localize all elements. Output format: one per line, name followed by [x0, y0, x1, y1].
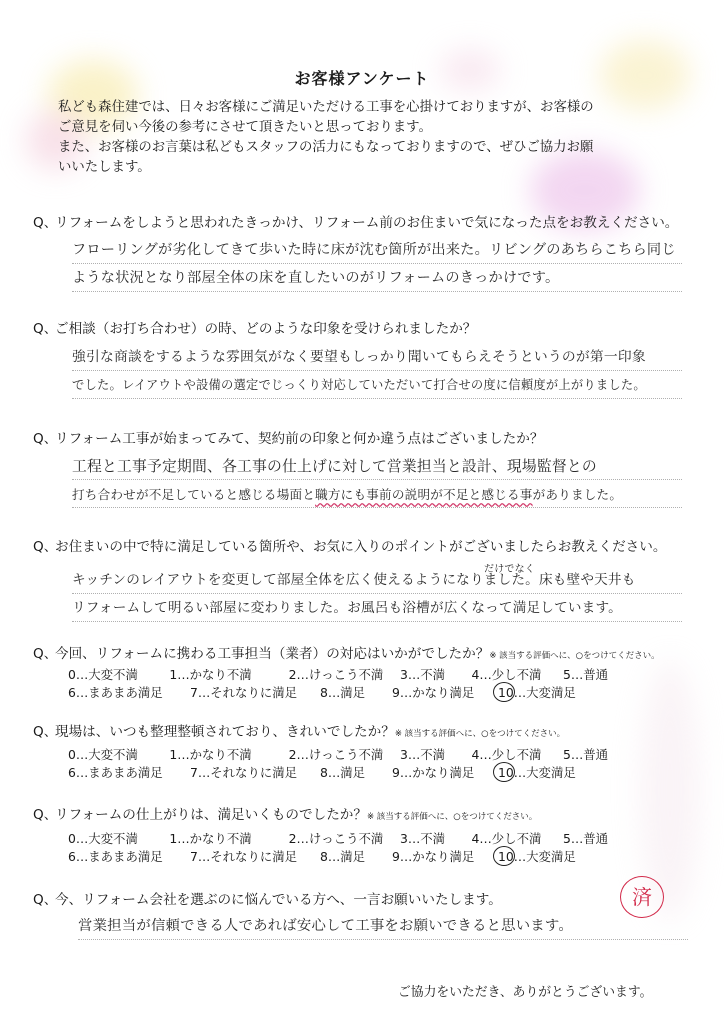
rating-row [68, 666, 608, 684]
q-prefix: Q、 [33, 807, 58, 823]
rating-number: 4 [471, 747, 480, 762]
rating-row [68, 830, 608, 848]
rating-number: 6 [68, 685, 76, 700]
rating-row [68, 848, 608, 866]
rating-option [472, 666, 563, 684]
rating-label: …まあまあ満足 [75, 849, 163, 864]
rating-number: 2 [288, 667, 297, 682]
q-prefix: Q、 [33, 215, 58, 231]
rating-label: …けっこう不満 [296, 667, 384, 682]
rating-number: 9 [392, 685, 400, 700]
question-3 [33, 430, 693, 448]
rating-number: 0 [68, 831, 76, 846]
rating-option [68, 746, 169, 764]
question-note: ※ 該当する評価へに、○をつけてください。 [489, 651, 660, 661]
rating-option [472, 830, 563, 848]
rating-label: …まあまあ満足 [75, 685, 163, 700]
question-text: 今回、リフォームに携わる工事担当（業者）の対応はいかがでしたか？ [55, 646, 490, 662]
rating-option [498, 764, 576, 782]
answer-line: キッチンのレイアウトを変更して部屋全体を広く使えるようになりました。床も壁や天井も [72, 566, 682, 594]
rating-label: …満足 [327, 685, 366, 700]
answer-text: がありました。 [532, 487, 623, 502]
rating-number: 9 [392, 849, 400, 864]
rating-option [289, 830, 400, 848]
rating-label: …けっこう不満 [296, 747, 384, 762]
answer-4 [72, 566, 682, 622]
rating-number: 8 [320, 685, 328, 700]
rating-row [68, 746, 608, 764]
footer-thanks: ご協力をいただき、ありがとうございます。 [398, 985, 653, 1000]
rating-option [392, 684, 498, 702]
rating-option [169, 830, 288, 848]
question-text: 今、リフォーム会社を選ぶのに悩んでいる方へ、一言お願いいたします。 [55, 892, 502, 908]
q-prefix: Q、 [33, 892, 58, 908]
rating-option [169, 666, 288, 684]
rating-number: 3 [399, 747, 408, 762]
answer-3 [72, 452, 682, 508]
rating-option [68, 684, 190, 702]
rating-label: …大変不満 [75, 667, 138, 682]
question-6 [33, 723, 693, 743]
rating-number: 6 [68, 849, 76, 864]
rating-option [400, 666, 472, 684]
answer-line: 強引な商談をするような雰囲気がなく要望もしっかり聞いてもらえそうというのが第一印象 [72, 343, 682, 371]
rating-label: …満足 [327, 849, 366, 864]
rating-option [400, 830, 472, 848]
rating-label: …普通 [570, 831, 609, 846]
checked-stamp: 済 [620, 876, 664, 918]
answer-line: 工程と工事予定期間、各工事の仕上げに対して営業担当と設計、現場監督との [72, 452, 682, 480]
answer-line: でした。レイアウトや設備の選定でじっくり対応していただいて打合せの度に信頼度が上がりました。 [72, 371, 682, 399]
rating-number: 3 [399, 831, 408, 846]
rating-number: 0 [68, 747, 76, 762]
rating-option [563, 830, 608, 848]
rating-option [289, 746, 400, 764]
rating-number: 8 [320, 849, 328, 864]
answer-1 [72, 236, 682, 292]
answer-line: リフォームして明るい部屋に変わりました。お風呂も浴槽が広くなって満足しています。 [72, 594, 682, 622]
answer-line: ような状況となり部屋全体の床を直したいのがリフォームのきっかけです。 [72, 264, 682, 292]
rating-option [320, 684, 392, 702]
question-text: ご相談（お打ち合わせ）の時、どのような印象を受けられましたか？ [55, 321, 477, 337]
intro-text: 私ども森住建では、日々お客様にご満足いただける工事を心掛けておりますが、お客様の ご意見を伺い今後の参考にさせて頂きたいと思っております。 また、お客様のお言葉は私どもスタッフの活力にもなっておりますので、ぜひご協力お願 いいたします。 [58, 100, 594, 175]
question-7 [33, 806, 693, 826]
question-note: ※ 該当する評価へに、○をつけてください。 [394, 729, 566, 739]
rating-label: …かなり満足 [399, 849, 475, 864]
question-text: リフォーム工事が始まってみて、契約前の印象と何か違う点はございましたか？ [55, 431, 544, 447]
rating-number: 1 [169, 831, 178, 846]
rating-option [68, 830, 169, 848]
question-2 [33, 320, 693, 338]
question-1 [33, 214, 693, 232]
rating-number: 10 [498, 685, 514, 700]
rating-scale-1 [68, 666, 608, 702]
rating-label: …それなりに満足 [197, 765, 298, 780]
rating-number: 10 [498, 849, 514, 864]
rating-row [68, 764, 608, 782]
rating-label: …少し不満 [479, 747, 542, 762]
answer-text: 打ち合わせが不足していると感じる場面と [72, 487, 316, 502]
rating-number: 7 [190, 765, 198, 780]
rating-option [169, 746, 288, 764]
rating-option [563, 666, 608, 684]
rating-label: …大変満足 [513, 849, 576, 864]
answer-8 [78, 912, 688, 940]
rating-label: …けっこう不満 [296, 831, 384, 846]
rating-label: …かなり満足 [399, 685, 475, 700]
q-prefix: Q、 [33, 431, 58, 447]
rating-label: …それなりに満足 [197, 849, 298, 864]
rating-number: 1 [169, 667, 178, 682]
q-prefix: Q、 [33, 539, 58, 555]
rating-option [190, 848, 320, 866]
rating-label: …不満 [407, 667, 446, 682]
rating-number: 3 [399, 667, 408, 682]
rating-label: …まあまあ満足 [75, 765, 163, 780]
rating-number: 9 [392, 765, 400, 780]
answer-line [72, 480, 682, 508]
rating-number: 10 [498, 765, 514, 780]
rating-scale-2 [68, 746, 608, 782]
rating-label: …大変不満 [75, 747, 138, 762]
rating-option [68, 666, 169, 684]
rating-option [190, 764, 320, 782]
rating-label: …普通 [570, 747, 609, 762]
question-4 [33, 538, 693, 556]
rating-number: 7 [190, 685, 198, 700]
rating-number: 6 [68, 765, 76, 780]
rating-option [68, 764, 190, 782]
rating-label: …かなり不満 [177, 747, 252, 762]
rating-number: 2 [288, 831, 297, 846]
rating-option [190, 684, 320, 702]
rating-label: …不満 [407, 747, 446, 762]
rating-option [289, 666, 400, 684]
rating-option [498, 684, 576, 702]
rating-label: …普通 [570, 667, 609, 682]
rating-option [392, 848, 498, 866]
q-prefix: Q、 [33, 321, 58, 337]
question-note: ※ 該当する評価へに、○をつけてください。 [366, 812, 538, 822]
question-8 [33, 891, 693, 909]
rating-label: …大変不満 [75, 831, 138, 846]
q-prefix: Q、 [33, 646, 58, 662]
rating-option [498, 848, 576, 866]
question-text: リフォームをしようと思われたきっかけ、リフォーム前のお住まいで気になった点をお教えください。 [55, 215, 679, 231]
rating-label: …少し不満 [479, 667, 542, 682]
rating-label: …かなり満足 [399, 765, 475, 780]
rating-scale-3 [68, 830, 608, 866]
rating-label: …満足 [327, 765, 366, 780]
rating-label: …大変満足 [513, 685, 576, 700]
rating-label: …不満 [407, 831, 446, 846]
rating-number: 7 [190, 849, 198, 864]
rating-option [320, 764, 392, 782]
rating-option [68, 848, 190, 866]
rating-option [563, 746, 608, 764]
rating-label: …かなり不満 [177, 667, 252, 682]
answer-line: 営業担当が信頼できる人であれば安心して工事をお願いできると思います。 [78, 912, 688, 940]
question-text: リフォームの仕上がりは、満足いくものでしたか？ [55, 807, 367, 823]
page-title: お客様アンケート [294, 69, 430, 88]
rating-option [320, 848, 392, 866]
rating-label: …少し不満 [479, 831, 542, 846]
rating-number: 5 [562, 667, 571, 682]
answer-line: フローリングが劣化してきて歩いた時に床が沈む箇所が出来た。リビングのあちらこちら同じ [72, 236, 682, 264]
rating-label: …かなり不満 [177, 831, 252, 846]
answer-2 [72, 343, 682, 399]
rating-number: 5 [562, 747, 571, 762]
question-5 [33, 645, 693, 665]
rating-number: 4 [471, 831, 480, 846]
rating-label: …大変満足 [513, 765, 576, 780]
rating-option [400, 746, 472, 764]
rating-number: 2 [288, 747, 297, 762]
rating-number: 8 [320, 765, 328, 780]
inserted-note: だけでなく [484, 564, 535, 575]
rating-option [392, 764, 498, 782]
question-text: 現場は、いつも整理整頓されており、きれいでしたか？ [55, 724, 395, 740]
rating-option [472, 746, 563, 764]
rating-label: …それなりに満足 [197, 685, 298, 700]
rating-row [68, 684, 608, 702]
rating-number: 4 [471, 667, 480, 682]
underlined-text: 職方にも事前の説明が不足と感じる事 [315, 487, 533, 502]
rating-number: 5 [562, 831, 571, 846]
question-text: お住まいの中で特に満足している箇所や、お気に入りのポイントがございましたらお教えください。 [55, 539, 667, 555]
rating-number: 1 [169, 747, 178, 762]
q-prefix: Q、 [33, 724, 58, 740]
rating-number: 0 [68, 667, 76, 682]
